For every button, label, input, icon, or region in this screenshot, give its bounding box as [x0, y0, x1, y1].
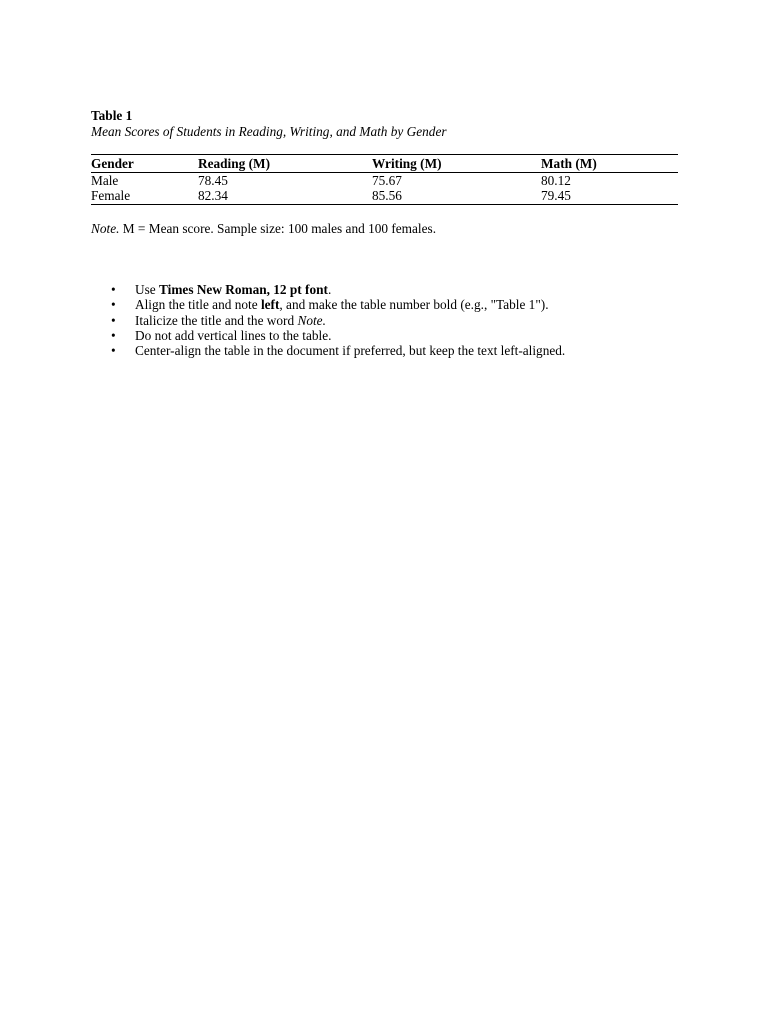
table-title: Mean Scores of Students in Reading, Writing, and Math by Gender [91, 123, 447, 139]
list-item [91, 343, 679, 358]
list-item [91, 297, 679, 312]
list-item [91, 313, 679, 328]
cell-gender: Male [91, 172, 119, 188]
cell-reading: 82.34 [198, 188, 228, 203]
list-item-text: Italicize the title and the word [135, 312, 298, 328]
list-item-bold-text: Times New Roman, 12 pt font [159, 282, 328, 297]
table-note [91, 221, 679, 237]
bullet-marker: • [111, 312, 116, 328]
bullet-marker: • [111, 343, 116, 359]
document-page [91, 108, 679, 358]
list-item [91, 282, 679, 297]
bullet-marker: • [111, 297, 116, 313]
list-item [91, 328, 679, 343]
cell-gender: Female [91, 188, 131, 203]
cell-writing: 85.56 [372, 188, 402, 203]
note-text: M = Mean score. Sample size: 100 males and 100 females. [119, 220, 437, 236]
cell-reading: 78.45 [198, 172, 228, 188]
list-item-text: , and make the table number bold (e.g., "Table 1"). [279, 297, 549, 313]
table-row [91, 188, 678, 204]
bullet-marker: • [111, 327, 116, 343]
list-item-text: . [327, 282, 332, 297]
scores-table [91, 154, 678, 205]
list-item-bold-text: left [260, 297, 280, 313]
list-item-text: Use [135, 282, 160, 297]
table-number: Table 1 [91, 108, 133, 123]
bullet-marker: • [111, 282, 116, 297]
list-item-text: Do not add vertical lines to the table. [135, 327, 332, 343]
column-header-reading: Reading (M) [198, 155, 372, 173]
column-header-writing: Writing (M) [372, 155, 541, 173]
column-header-math: Math (M) [541, 155, 678, 173]
formatting-guidelines-list [91, 282, 679, 358]
list-item-text: Center-align the table in the document if preferred, but keep the text left-aligned. [135, 343, 566, 359]
list-item-italic-text: Note. [297, 312, 326, 328]
list-item-text: Align the title and note [135, 297, 261, 313]
note-label: Note. [91, 220, 120, 236]
table-header-row [91, 155, 678, 173]
column-header-gender: Gender [91, 155, 198, 173]
cell-writing: 75.67 [372, 172, 402, 188]
cell-math: 80.12 [541, 172, 571, 188]
table-row [91, 172, 678, 188]
cell-math: 79.45 [541, 188, 571, 203]
